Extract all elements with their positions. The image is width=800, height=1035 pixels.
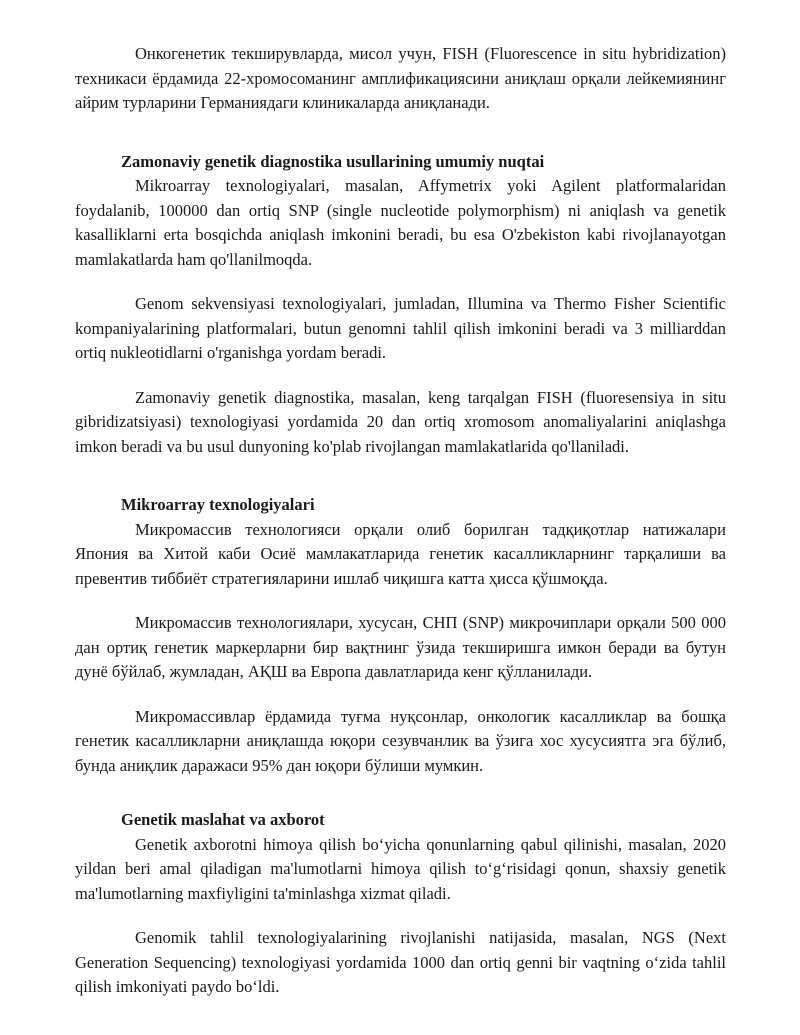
heading-genetic-counseling: Genetik maslahat va axborot bbox=[121, 810, 325, 829]
heading-microarray-technologies: Mikroarray texnologiyalari bbox=[121, 495, 315, 514]
paragraph-genetic-data-protection: Genetik axborotni himoya qilish bo‘yicha qonunlarning qabul qilinishi, masalan, 2020 yildan beri amal qiladigan ma'lumotlarni himoya qilish to‘g‘risidagi qonun, shaxsiy genetik ma'lumotlarning maxfiyligini ta'minlashga xizmat qiladi. bbox=[75, 834, 726, 903]
paragraph-microarray-accuracy: Микромассивлар ёрдамида туғма нуқсонлар, онкологик касалликлар ва бошқа генетик касалликларни аниқлашда юқори сезувчанлик ва ўзига хос хусусиятга эга бўлиб, бунда аниқлик даражаси 95% дан юқори бўлиши мумкин. bbox=[75, 706, 726, 775]
paragraph-microarray-asia: Микромассив технологияси орқали олиб борилган тадқиқотлар натижалари Япония ва Хитой каби Осиё мамлакатларида генетик касалликларнинг тарқалиши ва превентив тиббиёт стратегияларини ишлаб чиқишга катта ҳисса қўшмоқда. bbox=[75, 519, 726, 588]
heading-modern-genetic-diagnostics: Zamonaviy genetik diagnostika usullarining umumiy nuqtai bbox=[121, 151, 545, 171]
paragraph-genome-sequencing: Genom sekvensiyasi texnologiyalari, jumladan, Illumina va Thermo Fisher Scientific kompaniyalarining platformalari, butun genomni tahlil qilish imkonini beradi va 3 milliarddan ortiq nukleotidlarni o'rganishga yordam beradi. bbox=[75, 294, 726, 362]
paragraph-fish-diagnostics: Zamonaviy genetik diagnostika, masalan, keng tarqalgan FISH (fluoresensiya in situ gibridizatsiyasi) texnologiyasi yordamida 20 dan ortiq xromosom anomaliyalarini aniqlashga imkon beradi va bu usul dunyoning ko'plab rivojlangan mamlakatlarida qo'llaniladi. bbox=[75, 387, 726, 456]
paragraph-fish-oncogenetics: Онкогенетик текширувларда, мисол учун, FISH (Fluorescence in situ hybridization) техникаси ёрдамида 22-хромосоманинг амплификациясини аниқлаш орқали лейкемиянинг айрим турларини Германиядаги клиникаларда аниқланади. bbox=[75, 44, 726, 112]
paragraph-ngs-analysis: Genomik tahlil texnologiyalarining rivojlanishi natijasida, masalan, NGS (Next Generation Sequencing) texnologiyasi yordamida 1000 dan ortiq genni bir vaqtning o‘zida tahlil qilish imkoniyati paydo bo‘ldi. bbox=[75, 928, 726, 996]
paragraph-snp-microchips: Микромассив технологиялари, хусусан, СНП (SNP) микрочиплари орқали 500 000 дан ортиқ генетик маркерларни бир вақтнинг ўзида текширишга имкон беради ва бутун дунё бўйлаб, жумладан, АҚШ ва Европа давлатларида кенг қўлланилади. bbox=[75, 613, 726, 681]
paragraph-microarray-snp: Mikroarray texnologiyalari, masalan, Affymetrix yoki Agilent platformalaridan foydalanib, 100000 dan ortiq SNP (single nucleotide polymorphism) ni aniqlash va genetik kasalliklarni erta bosqichda aniqlash imkonini beradi, bu esa O'zbekiston kabi rivojlanayotgan mamlakatlarda ham qo'llanilmoqda. bbox=[75, 176, 726, 269]
